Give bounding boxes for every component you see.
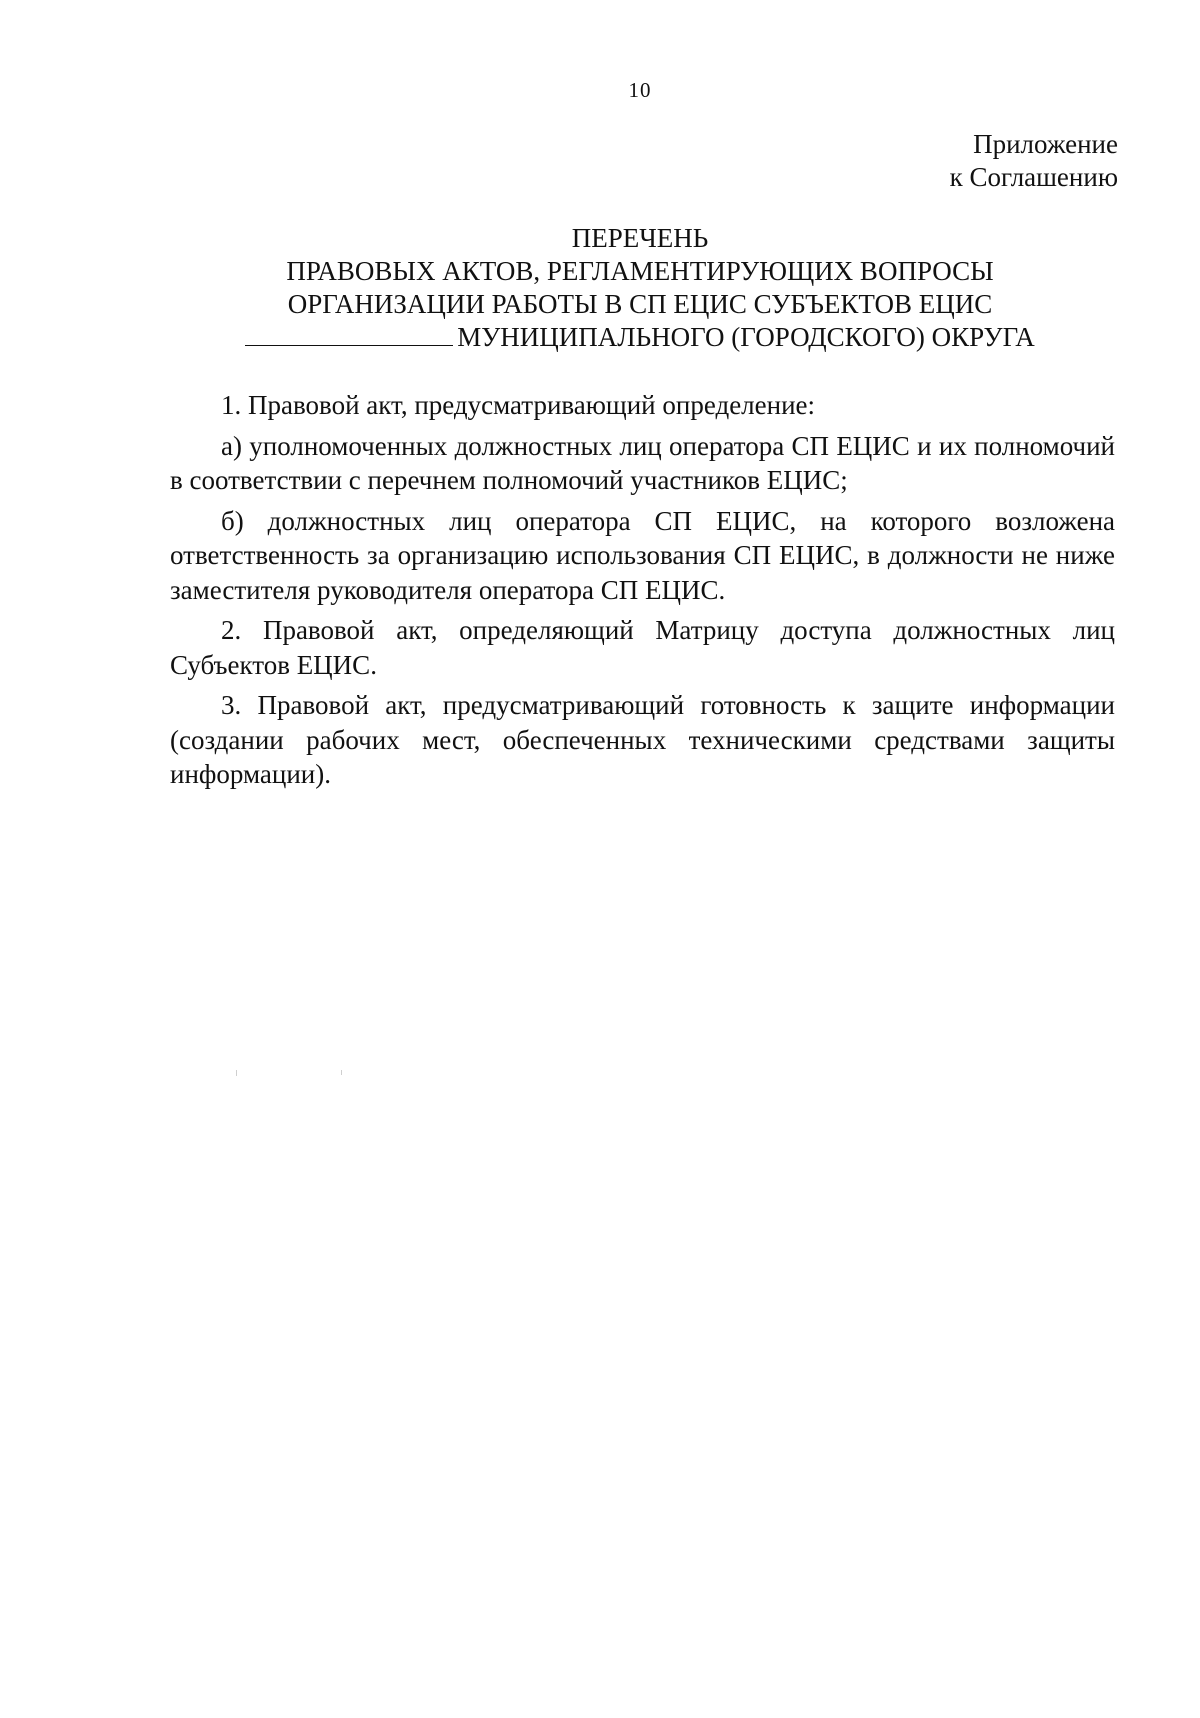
paragraph-1b: б) должностных лиц оператора СП ЕЦИС, на которого возложена ответственность за организацию использования СП ЕЦИС, в должности не ниже заместителя руководителя оператора СП ЕЦИС. [170,505,1115,605]
paragraph-3: 3. Правовой акт, предусматривающий готовность к защите информации (создании рабочих мест, обеспеченных техническими средствами защиты информации). [170,690,1115,789]
paragraph-1a: а) уполномоченных должностных лиц оператора СП ЕЦИС и их полномочий в соответствии с перечнем полномочий участников ЕЦИС; [170,430,1115,495]
appendix-line-1: Приложение [973,129,1118,159]
appendix-reference [950,128,1118,194]
title-line-4-wrapper [170,321,1110,354]
appendix-line-2: к Соглашению [949,162,1118,192]
title-line-4: МУНИЦИПАЛЬНОГО (ГОРОДСКОГО) ОКРУГА [457,322,1035,352]
paragraph-1: 1. Правовой акт, предусматривающий определение: [221,390,816,420]
scan-speck [236,1070,237,1076]
scan-speck [341,1070,342,1075]
title-line-3: ОРГАНИЗАЦИИ РАБОТЫ В СП ЕЦИС СУБЪЕКТОВ ЕЦИС [287,289,993,319]
page-number: 10 [628,78,652,102]
title-line-1: ПЕРЕЧЕНЬ [571,223,709,253]
document-title [170,222,1110,354]
paragraph-2: 2. Правовой акт, определяющий Матрицу доступа должностных лиц Субъектов ЕЦИС. [170,615,1115,680]
fill-in-blank-line [245,323,453,346]
title-line-2: ПРАВОВЫХ АКТОВ, РЕГЛАМЕНТИРУЮЩИХ ВОПРОСЫ [286,256,994,286]
document-body [170,388,1115,798]
